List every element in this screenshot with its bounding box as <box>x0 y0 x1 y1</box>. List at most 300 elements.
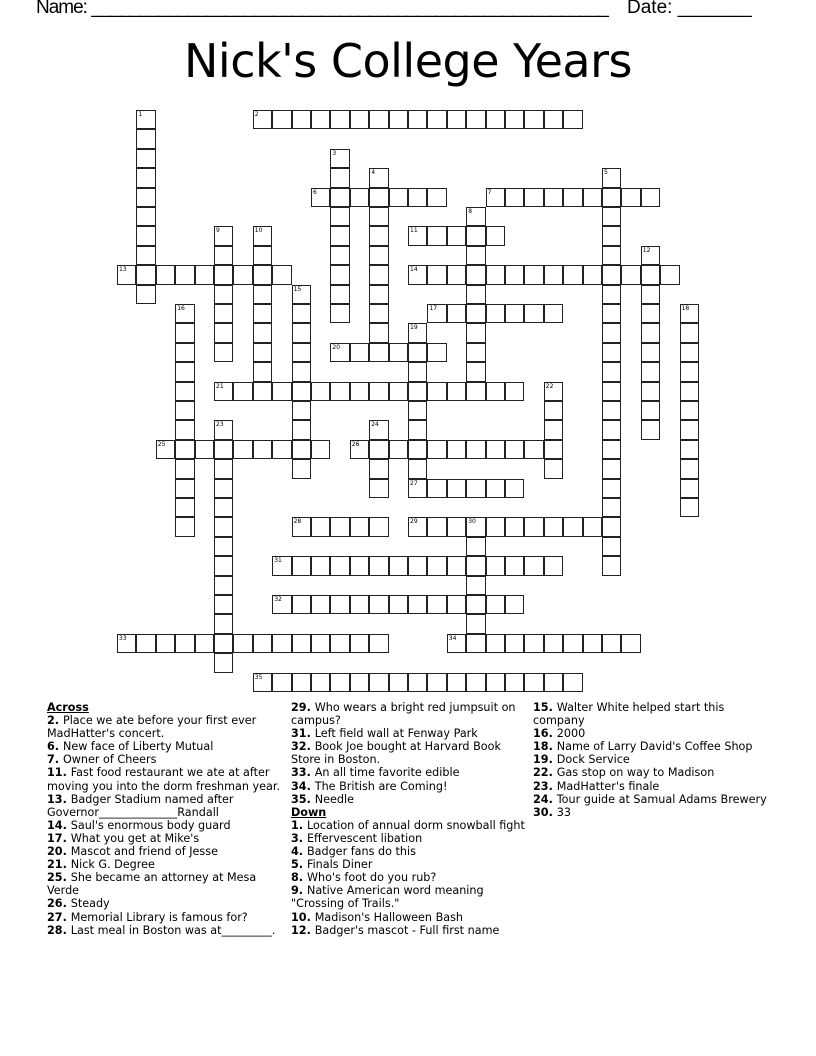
grid-cell[interactable] <box>563 517 582 536</box>
grid-cell[interactable] <box>369 207 388 226</box>
grid-cell[interactable] <box>602 343 621 362</box>
grid-cell[interactable] <box>369 673 388 692</box>
grid-cell[interactable] <box>680 362 699 381</box>
grid-cell[interactable] <box>330 149 349 168</box>
grid-cell[interactable] <box>447 595 466 614</box>
grid-cell[interactable] <box>486 440 505 459</box>
grid-cell[interactable] <box>486 304 505 323</box>
grid-cell[interactable] <box>272 634 291 653</box>
grid-cell[interactable] <box>233 634 252 653</box>
grid-cell[interactable] <box>350 382 369 401</box>
grid-cell[interactable] <box>486 265 505 284</box>
grid-cell[interactable] <box>272 595 291 614</box>
grid-cell[interactable] <box>233 382 252 401</box>
grid-cell[interactable] <box>524 673 543 692</box>
grid-cell[interactable] <box>350 188 369 207</box>
grid-cell[interactable] <box>311 440 330 459</box>
grid-cell[interactable] <box>389 382 408 401</box>
grid-cell[interactable] <box>408 479 427 498</box>
grid-cell[interactable] <box>369 304 388 323</box>
grid-cell[interactable] <box>427 479 446 498</box>
grid-cell[interactable] <box>214 459 233 478</box>
grid-cell[interactable] <box>311 634 330 653</box>
grid-cell[interactable] <box>214 226 233 245</box>
grid-cell[interactable] <box>621 634 640 653</box>
grid-cell[interactable] <box>369 440 388 459</box>
grid-cell[interactable] <box>136 226 155 245</box>
grid-cell[interactable] <box>505 110 524 129</box>
grid-cell[interactable] <box>330 265 349 284</box>
grid-cell[interactable] <box>214 576 233 595</box>
grid-cell[interactable] <box>253 343 272 362</box>
grid-cell[interactable] <box>136 285 155 304</box>
grid-cell[interactable] <box>311 188 330 207</box>
grid-cell[interactable] <box>408 382 427 401</box>
grid-cell[interactable] <box>505 556 524 575</box>
grid-cell[interactable] <box>214 382 233 401</box>
grid-cell[interactable] <box>253 285 272 304</box>
grid-cell[interactable] <box>544 304 563 323</box>
grid-cell[interactable] <box>389 110 408 129</box>
grid-cell[interactable] <box>680 343 699 362</box>
grid-cell[interactable] <box>214 498 233 517</box>
grid-cell[interactable] <box>680 401 699 420</box>
grid-cell[interactable] <box>292 517 311 536</box>
grid-cell[interactable] <box>524 110 543 129</box>
grid-cell[interactable] <box>350 634 369 653</box>
grid-cell[interactable] <box>544 634 563 653</box>
grid-cell[interactable] <box>369 595 388 614</box>
grid-cell[interactable] <box>253 110 272 129</box>
grid-cell[interactable] <box>253 304 272 323</box>
grid-cell[interactable] <box>447 265 466 284</box>
grid-cell[interactable] <box>524 556 543 575</box>
grid-cell[interactable] <box>389 595 408 614</box>
grid-cell[interactable] <box>292 673 311 692</box>
grid-cell[interactable] <box>292 285 311 304</box>
grid-cell[interactable] <box>175 265 194 284</box>
grid-cell[interactable] <box>292 323 311 342</box>
grid-cell[interactable] <box>427 382 446 401</box>
grid-cell[interactable] <box>602 285 621 304</box>
grid-cell[interactable] <box>214 420 233 439</box>
grid-cell[interactable] <box>214 323 233 342</box>
grid-cell[interactable] <box>214 653 233 672</box>
grid-cell[interactable] <box>136 149 155 168</box>
grid-cell[interactable] <box>253 246 272 265</box>
grid-cell[interactable] <box>583 265 602 284</box>
grid-cell[interactable] <box>427 110 446 129</box>
grid-cell[interactable] <box>369 265 388 284</box>
grid-cell[interactable] <box>369 420 388 439</box>
grid-cell[interactable] <box>602 517 621 536</box>
grid-cell[interactable] <box>214 285 233 304</box>
grid-cell[interactable] <box>466 343 485 362</box>
grid-cell[interactable] <box>466 226 485 245</box>
grid-cell[interactable] <box>272 440 291 459</box>
grid-cell[interactable] <box>602 265 621 284</box>
grid-cell[interactable] <box>175 304 194 323</box>
grid-cell[interactable] <box>136 110 155 129</box>
grid-cell[interactable] <box>602 168 621 187</box>
grid-cell[interactable] <box>369 226 388 245</box>
grid-cell[interactable] <box>214 265 233 284</box>
grid-cell[interactable] <box>389 343 408 362</box>
grid-cell[interactable] <box>369 517 388 536</box>
grid-cell[interactable] <box>292 382 311 401</box>
grid-cell[interactable] <box>427 440 446 459</box>
grid-cell[interactable] <box>602 634 621 653</box>
grid-cell[interactable] <box>272 265 291 284</box>
grid-cell[interactable] <box>544 517 563 536</box>
grid-cell[interactable] <box>544 188 563 207</box>
grid-cell[interactable] <box>330 634 349 653</box>
grid-cell[interactable] <box>292 459 311 478</box>
grid-cell[interactable] <box>505 517 524 536</box>
grid-cell[interactable] <box>408 459 427 478</box>
grid-cell[interactable] <box>447 440 466 459</box>
grid-cell[interactable] <box>330 207 349 226</box>
grid-cell[interactable] <box>602 246 621 265</box>
grid-cell[interactable] <box>524 440 543 459</box>
grid-cell[interactable] <box>292 343 311 362</box>
grid-cell[interactable] <box>369 246 388 265</box>
grid-cell[interactable] <box>253 440 272 459</box>
grid-cell[interactable] <box>486 517 505 536</box>
grid-cell[interactable] <box>505 673 524 692</box>
grid-cell[interactable] <box>427 595 446 614</box>
grid-cell[interactable] <box>602 188 621 207</box>
grid-cell[interactable] <box>466 362 485 381</box>
grid-cell[interactable] <box>447 479 466 498</box>
grid-cell[interactable] <box>466 323 485 342</box>
grid-cell[interactable] <box>136 129 155 148</box>
grid-cell[interactable] <box>505 382 524 401</box>
grid-cell[interactable] <box>583 517 602 536</box>
grid-cell[interactable] <box>175 382 194 401</box>
grid-cell[interactable] <box>505 188 524 207</box>
grid-cell[interactable] <box>311 556 330 575</box>
grid-cell[interactable] <box>563 634 582 653</box>
grid-cell[interactable] <box>136 265 155 284</box>
grid-cell[interactable] <box>214 440 233 459</box>
grid-cell[interactable] <box>389 556 408 575</box>
grid-cell[interactable] <box>466 595 485 614</box>
grid-cell[interactable] <box>175 517 194 536</box>
grid-cell[interactable] <box>369 188 388 207</box>
grid-cell[interactable] <box>330 673 349 692</box>
grid-cell[interactable] <box>389 673 408 692</box>
grid-cell[interactable] <box>350 343 369 362</box>
grid-cell[interactable] <box>195 634 214 653</box>
grid-cell[interactable] <box>350 556 369 575</box>
grid-cell[interactable] <box>466 265 485 284</box>
grid-cell[interactable] <box>505 440 524 459</box>
grid-cell[interactable] <box>330 304 349 323</box>
grid-cell[interactable] <box>505 479 524 498</box>
grid-cell[interactable] <box>602 362 621 381</box>
grid-cell[interactable] <box>408 440 427 459</box>
grid-cell[interactable] <box>253 673 272 692</box>
grid-cell[interactable] <box>369 382 388 401</box>
grid-cell[interactable] <box>544 673 563 692</box>
grid-cell[interactable] <box>214 343 233 362</box>
grid-cell[interactable] <box>583 188 602 207</box>
grid-cell[interactable] <box>486 479 505 498</box>
grid-cell[interactable] <box>136 168 155 187</box>
grid-cell[interactable] <box>641 420 660 439</box>
grid-cell[interactable] <box>466 576 485 595</box>
grid-cell[interactable] <box>544 110 563 129</box>
grid-cell[interactable] <box>447 517 466 536</box>
grid-cell[interactable] <box>389 440 408 459</box>
grid-cell[interactable] <box>466 673 485 692</box>
grid-cell[interactable] <box>156 634 175 653</box>
grid-cell[interactable] <box>641 401 660 420</box>
grid-cell[interactable] <box>272 673 291 692</box>
grid-cell[interactable] <box>175 459 194 478</box>
grid-cell[interactable] <box>466 537 485 556</box>
grid-cell[interactable] <box>195 265 214 284</box>
grid-cell[interactable] <box>486 634 505 653</box>
grid-cell[interactable] <box>292 595 311 614</box>
grid-cell[interactable] <box>311 110 330 129</box>
grid-cell[interactable] <box>466 246 485 265</box>
grid-cell[interactable] <box>408 343 427 362</box>
grid-cell[interactable] <box>389 188 408 207</box>
grid-cell[interactable] <box>330 226 349 245</box>
grid-cell[interactable] <box>621 265 640 284</box>
grid-cell[interactable] <box>447 304 466 323</box>
grid-cell[interactable] <box>408 110 427 129</box>
grid-cell[interactable] <box>408 265 427 284</box>
grid-cell[interactable] <box>544 556 563 575</box>
grid-cell[interactable] <box>408 420 427 439</box>
grid-cell[interactable] <box>427 517 446 536</box>
grid-cell[interactable] <box>602 304 621 323</box>
grid-cell[interactable] <box>641 343 660 362</box>
grid-cell[interactable] <box>253 323 272 342</box>
grid-cell[interactable] <box>136 246 155 265</box>
grid-cell[interactable] <box>427 188 446 207</box>
grid-cell[interactable] <box>641 265 660 284</box>
grid-cell[interactable] <box>602 459 621 478</box>
grid-cell[interactable] <box>350 440 369 459</box>
grid-cell[interactable] <box>330 517 349 536</box>
grid-cell[interactable] <box>330 595 349 614</box>
grid-cell[interactable] <box>330 110 349 129</box>
grid-cell[interactable] <box>466 110 485 129</box>
grid-cell[interactable] <box>330 188 349 207</box>
grid-cell[interactable] <box>175 362 194 381</box>
grid-cell[interactable] <box>486 226 505 245</box>
grid-cell[interactable] <box>602 479 621 498</box>
grid-cell[interactable] <box>602 323 621 342</box>
grid-cell[interactable] <box>311 517 330 536</box>
grid-cell[interactable] <box>408 226 427 245</box>
grid-cell[interactable] <box>447 634 466 653</box>
grid-cell[interactable] <box>233 265 252 284</box>
grid-cell[interactable] <box>563 265 582 284</box>
grid-cell[interactable] <box>156 440 175 459</box>
grid-cell[interactable] <box>486 673 505 692</box>
grid-cell[interactable] <box>311 595 330 614</box>
grid-cell[interactable] <box>330 382 349 401</box>
grid-cell[interactable] <box>369 110 388 129</box>
grid-cell[interactable] <box>641 304 660 323</box>
grid-cell[interactable] <box>486 110 505 129</box>
grid-cell[interactable] <box>330 343 349 362</box>
grid-cell[interactable] <box>214 614 233 633</box>
grid-cell[interactable] <box>447 110 466 129</box>
grid-cell[interactable] <box>175 343 194 362</box>
grid-cell[interactable] <box>427 265 446 284</box>
grid-cell[interactable] <box>156 265 175 284</box>
grid-cell[interactable] <box>408 517 427 536</box>
grid-cell[interactable] <box>311 382 330 401</box>
grid-cell[interactable] <box>680 304 699 323</box>
grid-cell[interactable] <box>427 304 446 323</box>
grid-cell[interactable] <box>680 440 699 459</box>
grid-cell[interactable] <box>486 382 505 401</box>
grid-cell[interactable] <box>408 595 427 614</box>
grid-cell[interactable] <box>214 517 233 536</box>
grid-cell[interactable] <box>563 110 582 129</box>
grid-cell[interactable] <box>466 304 485 323</box>
grid-cell[interactable] <box>466 614 485 633</box>
grid-cell[interactable] <box>602 440 621 459</box>
grid-cell[interactable] <box>602 401 621 420</box>
grid-cell[interactable] <box>214 634 233 653</box>
grid-cell[interactable] <box>350 673 369 692</box>
grid-cell[interactable] <box>641 246 660 265</box>
grid-cell[interactable] <box>486 556 505 575</box>
grid-cell[interactable] <box>544 382 563 401</box>
grid-cell[interactable] <box>466 382 485 401</box>
grid-cell[interactable] <box>408 401 427 420</box>
grid-cell[interactable] <box>602 226 621 245</box>
grid-cell[interactable] <box>369 168 388 187</box>
grid-cell[interactable] <box>369 556 388 575</box>
grid-cell[interactable] <box>641 362 660 381</box>
grid-cell[interactable] <box>447 382 466 401</box>
grid-cell[interactable] <box>369 323 388 342</box>
grid-cell[interactable] <box>544 440 563 459</box>
grid-cell[interactable] <box>408 673 427 692</box>
grid-cell[interactable] <box>427 226 446 245</box>
grid-cell[interactable] <box>524 517 543 536</box>
grid-cell[interactable] <box>505 634 524 653</box>
grid-cell[interactable] <box>544 265 563 284</box>
grid-cell[interactable] <box>660 265 679 284</box>
grid-cell[interactable] <box>680 479 699 498</box>
grid-cell[interactable] <box>602 382 621 401</box>
grid-cell[interactable] <box>369 459 388 478</box>
grid-cell[interactable] <box>408 323 427 342</box>
grid-cell[interactable] <box>272 110 291 129</box>
grid-cell[interactable] <box>233 440 252 459</box>
grid-cell[interactable] <box>292 440 311 459</box>
grid-cell[interactable] <box>680 382 699 401</box>
grid-cell[interactable] <box>680 459 699 478</box>
grid-cell[interactable] <box>466 207 485 226</box>
grid-cell[interactable] <box>350 110 369 129</box>
grid-cell[interactable] <box>214 479 233 498</box>
grid-cell[interactable] <box>602 556 621 575</box>
grid-cell[interactable] <box>330 168 349 187</box>
grid-cell[interactable] <box>214 595 233 614</box>
grid-cell[interactable] <box>602 537 621 556</box>
grid-cell[interactable] <box>136 634 155 653</box>
grid-cell[interactable] <box>214 246 233 265</box>
grid-cell[interactable] <box>195 440 214 459</box>
grid-cell[interactable] <box>214 304 233 323</box>
grid-cell[interactable] <box>680 323 699 342</box>
grid-cell[interactable] <box>505 265 524 284</box>
grid-cell[interactable] <box>175 634 194 653</box>
grid-cell[interactable] <box>369 479 388 498</box>
grid-cell[interactable] <box>175 401 194 420</box>
grid-cell[interactable] <box>486 188 505 207</box>
grid-cell[interactable] <box>369 285 388 304</box>
grid-cell[interactable] <box>641 285 660 304</box>
grid-cell[interactable] <box>175 498 194 517</box>
grid-cell[interactable] <box>369 634 388 653</box>
grid-cell[interactable] <box>272 382 291 401</box>
grid-cell[interactable] <box>408 362 427 381</box>
grid-cell[interactable] <box>680 498 699 517</box>
grid-cell[interactable] <box>292 420 311 439</box>
grid-cell[interactable] <box>330 285 349 304</box>
grid-cell[interactable] <box>621 188 640 207</box>
grid-cell[interactable] <box>350 595 369 614</box>
grid-cell[interactable] <box>466 285 485 304</box>
grid-cell[interactable] <box>427 673 446 692</box>
grid-cell[interactable] <box>408 556 427 575</box>
grid-cell[interactable] <box>408 188 427 207</box>
grid-cell[interactable] <box>253 634 272 653</box>
grid-cell[interactable] <box>524 265 543 284</box>
grid-cell[interactable] <box>136 188 155 207</box>
grid-cell[interactable] <box>524 188 543 207</box>
grid-cell[interactable] <box>466 634 485 653</box>
grid-cell[interactable] <box>680 420 699 439</box>
grid-cell[interactable] <box>524 634 543 653</box>
grid-cell[interactable] <box>253 362 272 381</box>
grid-cell[interactable] <box>563 188 582 207</box>
grid-cell[interactable] <box>602 420 621 439</box>
grid-cell[interactable] <box>602 207 621 226</box>
grid-cell[interactable] <box>175 479 194 498</box>
grid-cell[interactable] <box>214 556 233 575</box>
grid-cell[interactable] <box>117 634 136 653</box>
grid-cell[interactable] <box>175 323 194 342</box>
grid-cell[interactable] <box>505 595 524 614</box>
grid-cell[interactable] <box>641 323 660 342</box>
grid-cell[interactable] <box>272 556 291 575</box>
grid-cell[interactable] <box>544 401 563 420</box>
grid-cell[interactable] <box>641 188 660 207</box>
grid-cell[interactable] <box>427 343 446 362</box>
grid-cell[interactable] <box>350 517 369 536</box>
grid-cell[interactable] <box>486 595 505 614</box>
grid-cell[interactable] <box>330 556 349 575</box>
grid-cell[interactable] <box>602 498 621 517</box>
grid-cell[interactable] <box>311 673 330 692</box>
grid-cell[interactable] <box>369 343 388 362</box>
grid-cell[interactable] <box>447 226 466 245</box>
grid-cell[interactable] <box>466 517 485 536</box>
